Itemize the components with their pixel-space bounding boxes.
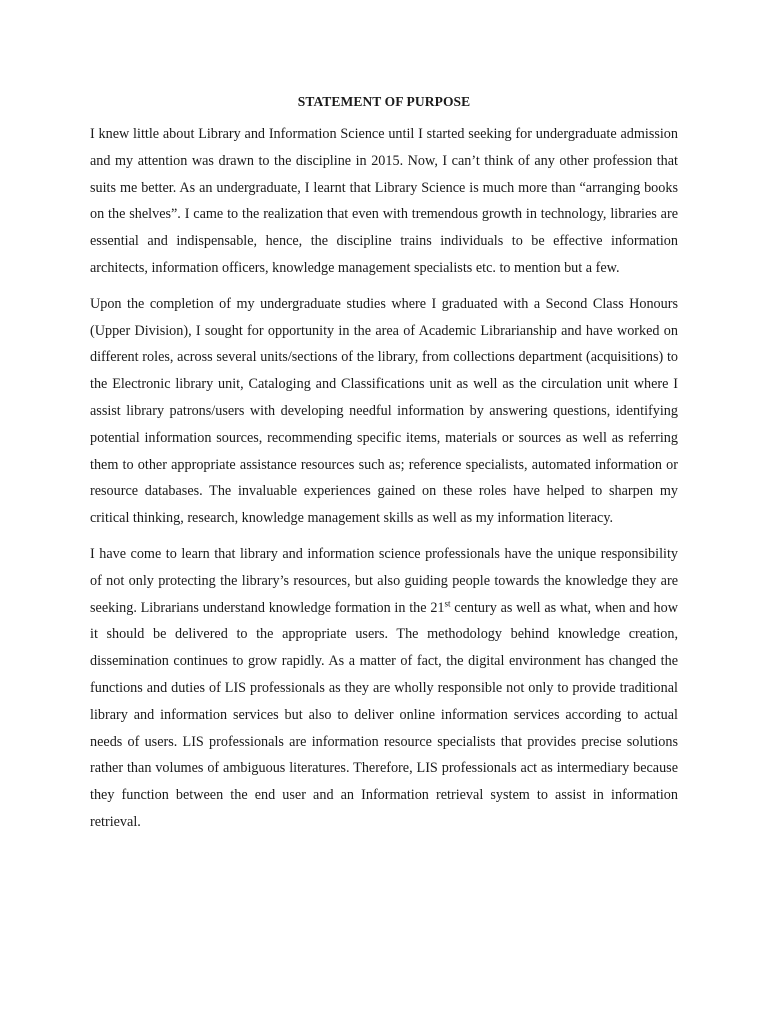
document-title: STATEMENT OF PURPOSE (297, 94, 471, 109)
paragraph-text-after-sup: century as well as what, when and how it should be delivered to the appropriate users. The methodology behind knowledge creation, dissemination continues to grow rapidly. As a matter of fact, the digital environment has changed the functions and duties of LIS professionals as they are wholly responsible not only to provide traditional library and information services but also to deliver online information services according to actual needs of users. LIS professionals are information resource specialists that provides precise solutions rather than volumes of ambiguous literatures. Therefore, LIS professionals act as intermediary because they function between the end user and an Information retrieval system to assist in information retrieval. (90, 599, 678, 830)
paragraph-intro: I knew little about Library and Information Science until I started seeking for undergraduate admission and my attention was drawn to the discipline in 2015. Now, I can’t think of any other profession that suits me better. As an undergraduate, I learnt that Library Science is much more than “arranging books on the shelves”. I came to the realization that even with tremendous growth in technology, libraries are essential and indispensable, hence, the discipline trains individuals to be effective information architects, information officers, knowledge management specialists etc. to mention but a few. (90, 126, 678, 276)
ordinal-superscript: st (444, 597, 451, 608)
paragraph-text-before-sup: I have come to learn that library and information science professionals have the unique responsibility of not only protecting the library’s resources, but also guiding people towards the knowledge they are seeking. Librarians understand knowledge formation in the 21 (90, 545, 678, 616)
paragraph-lis-professionals (90, 541, 678, 836)
paragraph-experience: Upon the completion of my undergraduate studies where I graduated with a Second Class Honours (Upper Division), I sought for opportunity in the area of Academic Librarianship and have worked on different roles, across several units/sections of the library, from collections department (acquisitions) to the Electronic library unit, Cataloging and Classifications unit as well as the circulation unit where I assist library patrons/users with developing needful information by answering questions, identifying potential information sources, recommending specific items, materials or sources as well as referring them to other appropriate assistance resources such as; reference specialists, automated information or resource databases. The invaluable experiences gained on these roles have helped to sharpen my critical thinking, research, knowledge management skills as well as my information literacy. (90, 295, 678, 527)
document-page (90, 93, 678, 845)
